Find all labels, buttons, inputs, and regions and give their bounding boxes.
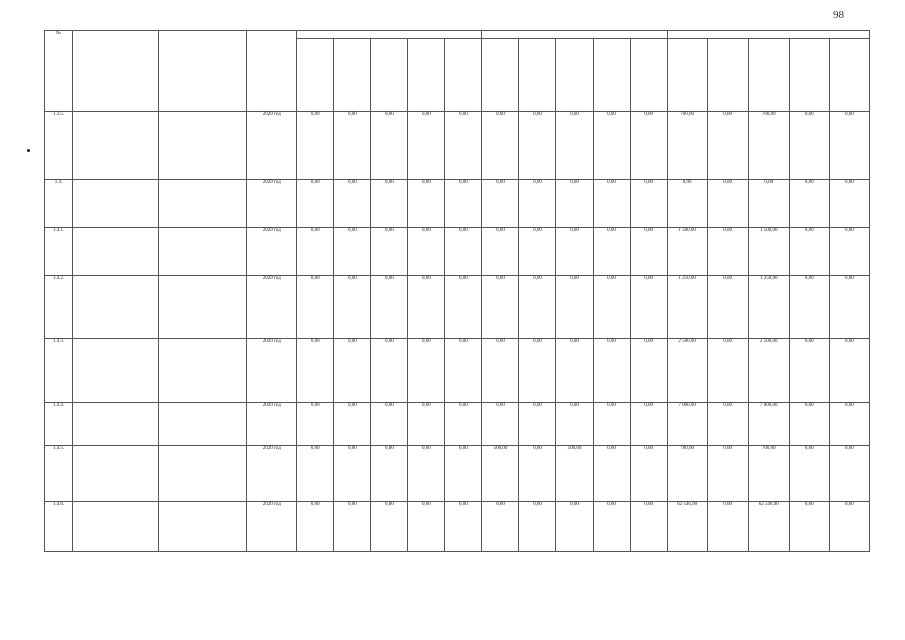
row-activity [73, 446, 159, 502]
value-cell: 0,00 [519, 339, 556, 402]
value-cell: 0,00 [482, 180, 519, 228]
value-cell: 0,00 [334, 180, 371, 228]
value-cell: 62 546,90 [748, 502, 789, 552]
value-cell: 0,00 [630, 502, 667, 552]
value-cell: 0,00 [297, 402, 334, 446]
value-cell: 0,00 [445, 275, 482, 338]
value-cell: 0,00 [334, 275, 371, 338]
value-cell: 0,00 [707, 402, 748, 446]
value-cell: 0,00 [593, 180, 630, 228]
value-cell: 0,00 [829, 180, 869, 228]
value-cell: 0,00 [445, 446, 482, 502]
table-row [45, 402, 870, 446]
value-cell: 0,00 [829, 446, 869, 502]
value-cell: 0,00 [297, 446, 334, 502]
value-cell: 0,00 [445, 339, 482, 402]
row-code: 1.4.2. [45, 275, 73, 338]
value-cell: 0,00 [789, 112, 829, 180]
value-cell: 0,00 [829, 402, 869, 446]
row-year: 2020 год [247, 446, 297, 502]
value-cell: 700,00 [748, 112, 789, 180]
value-cell: 0,00 [445, 228, 482, 276]
value-cell: 0,00 [630, 446, 667, 502]
value-cell: 1 500,00 [748, 228, 789, 276]
row-year: 2020 год [247, 339, 297, 402]
value-cell: 700,00 [748, 446, 789, 502]
row-executor [159, 112, 247, 180]
row-executor [159, 339, 247, 402]
sub-col [408, 39, 445, 112]
table-row [45, 180, 870, 228]
value-cell: 0,00 [556, 339, 593, 402]
value-cell: 7 000,00 [748, 402, 789, 446]
table-row [45, 228, 870, 276]
value-cell: 0,00 [707, 180, 748, 228]
value-cell: 0,00 [482, 228, 519, 276]
value-cell: 0,00 [371, 180, 408, 228]
col-group-2017 [482, 31, 667, 39]
sub-col [593, 39, 630, 112]
value-cell: 0,00 [519, 446, 556, 502]
value-cell: 0,00 [630, 275, 667, 338]
value-cell: 2 500,00 [748, 339, 789, 402]
value-cell: 0,00 [789, 339, 829, 402]
value-cell: 0,00 [519, 502, 556, 552]
row-code: 1.3.5. [45, 112, 73, 180]
row-activity [73, 228, 159, 276]
sub-col [667, 39, 707, 112]
value-cell: 0,00 [556, 402, 593, 446]
row-year: 2020 год [247, 180, 297, 228]
value-cell: 0,00 [371, 275, 408, 338]
value-cell: 0,00 [707, 112, 748, 180]
value-cell: 0,00 [829, 275, 869, 338]
scan-mark [27, 149, 30, 152]
row-year: 2020 год [247, 502, 297, 552]
value-cell: 1 500,00 [667, 228, 707, 276]
value-cell: 0,00 [748, 180, 789, 228]
value-cell: 0,00 [297, 275, 334, 338]
value-cell: 0,00 [334, 228, 371, 276]
value-cell: 0,00 [829, 502, 869, 552]
value-cell: 0,00 [408, 275, 445, 338]
row-activity [73, 112, 159, 180]
row-year: 2020 год [247, 228, 297, 276]
value-cell: 0,00 [445, 402, 482, 446]
value-cell: 0,00 [667, 180, 707, 228]
value-cell: 0,00 [829, 228, 869, 276]
value-cell: 0,00 [482, 112, 519, 180]
value-cell: 0,00 [519, 228, 556, 276]
row-code: 1.4.1. [45, 228, 73, 276]
value-cell: 500,00 [482, 446, 519, 502]
sub-col [707, 39, 748, 112]
sub-col [748, 39, 789, 112]
value-cell: 0,00 [630, 339, 667, 402]
value-cell: 0,00 [445, 180, 482, 228]
value-cell: 0,00 [829, 339, 869, 402]
value-cell: 0,00 [408, 228, 445, 276]
value-cell: 0,00 [556, 112, 593, 180]
value-cell: 0,00 [789, 228, 829, 276]
value-cell: 0,00 [519, 402, 556, 446]
value-cell: 0,00 [445, 502, 482, 552]
sub-col [829, 39, 869, 112]
value-cell: 0,00 [789, 446, 829, 502]
value-cell: 0,00 [408, 402, 445, 446]
row-executor [159, 446, 247, 502]
value-cell: 0,00 [297, 112, 334, 180]
row-executor [159, 402, 247, 446]
value-cell: 0,00 [789, 275, 829, 338]
value-cell: 0,00 [482, 339, 519, 402]
col-group-2018 [667, 31, 869, 39]
value-cell: 0,00 [593, 446, 630, 502]
value-cell: 700,00 [667, 112, 707, 180]
value-cell: 0,00 [519, 275, 556, 338]
value-cell: 0,00 [630, 112, 667, 180]
table-row [45, 112, 870, 180]
sub-col [445, 39, 482, 112]
row-executor [159, 275, 247, 338]
row-year: 2020 год [247, 112, 297, 180]
value-cell: 0,00 [593, 402, 630, 446]
sub-col [630, 39, 667, 112]
col-row-number: № [45, 31, 73, 112]
value-cell: 0,00 [593, 502, 630, 552]
row-activity [73, 275, 159, 338]
value-cell: 0,00 [707, 446, 748, 502]
col-activity [73, 31, 159, 112]
col-executor [159, 31, 247, 112]
value-cell: 0,00 [789, 402, 829, 446]
value-cell: 0,00 [408, 502, 445, 552]
row-code: 1.4. [45, 180, 73, 228]
value-cell: 0,00 [593, 339, 630, 402]
col-group-2016 [297, 31, 482, 39]
value-cell: 0,00 [593, 112, 630, 180]
table-row [45, 446, 870, 502]
row-year: 2020 год [247, 402, 297, 446]
value-cell: 0,00 [707, 275, 748, 338]
value-cell: 0,00 [408, 446, 445, 502]
value-cell: 7 000,00 [667, 402, 707, 446]
value-cell: 0,00 [371, 112, 408, 180]
value-cell: 0,00 [334, 402, 371, 446]
sub-col [556, 39, 593, 112]
sub-col [371, 39, 408, 112]
row-code: 1.4.3. [45, 339, 73, 402]
page-number: 98 [833, 9, 844, 21]
value-cell: 0,00 [408, 180, 445, 228]
value-cell: 0,00 [334, 502, 371, 552]
value-cell: 0,00 [630, 402, 667, 446]
value-cell: 0,00 [482, 275, 519, 338]
value-cell: 0,00 [789, 180, 829, 228]
value-cell: 0,00 [630, 228, 667, 276]
header-group-row [45, 31, 870, 39]
value-cell: 0,00 [371, 402, 408, 446]
value-cell: 0,00 [371, 339, 408, 402]
value-cell: 0,00 [297, 228, 334, 276]
row-year: 2020 год [247, 275, 297, 338]
value-cell: 0,00 [593, 228, 630, 276]
value-cell: 0,00 [297, 339, 334, 402]
value-cell: 0,00 [482, 502, 519, 552]
value-cell: 0,00 [707, 339, 748, 402]
value-cell: 0,00 [556, 502, 593, 552]
sub-col [334, 39, 371, 112]
value-cell: 0,00 [334, 446, 371, 502]
value-cell: 0,00 [556, 275, 593, 338]
sub-col [297, 39, 334, 112]
value-cell: 1 250,00 [667, 275, 707, 338]
row-executor [159, 502, 247, 552]
value-cell: 500,00 [556, 446, 593, 502]
value-cell: 0,00 [408, 339, 445, 402]
value-cell: 0,00 [707, 502, 748, 552]
value-cell: 0,00 [789, 502, 829, 552]
value-cell: 62 546,90 [667, 502, 707, 552]
value-cell: 0,00 [334, 339, 371, 402]
value-cell: 0,00 [334, 112, 371, 180]
row-activity [73, 502, 159, 552]
row-code: 1.4.5. [45, 446, 73, 502]
value-cell: 1 250,00 [748, 275, 789, 338]
table-body [45, 112, 870, 552]
value-cell: 0,00 [445, 112, 482, 180]
value-cell: 0,00 [371, 228, 408, 276]
sub-col [519, 39, 556, 112]
value-cell: 0,00 [519, 180, 556, 228]
value-cell: 0,00 [556, 180, 593, 228]
value-cell: 0,00 [408, 112, 445, 180]
value-cell: 0,00 [707, 228, 748, 276]
value-cell: 0,00 [371, 446, 408, 502]
table-row [45, 275, 870, 338]
row-activity [73, 402, 159, 446]
row-executor [159, 180, 247, 228]
row-executor [159, 228, 247, 276]
value-cell: 0,00 [630, 180, 667, 228]
table-row [45, 339, 870, 402]
col-deadline [247, 31, 297, 112]
value-cell: 700,00 [667, 446, 707, 502]
row-code: 1.4.6. [45, 502, 73, 552]
value-cell: 0,00 [297, 180, 334, 228]
value-cell: 2 500,00 [667, 339, 707, 402]
row-activity [73, 339, 159, 402]
value-cell: 0,00 [371, 502, 408, 552]
row-code: 1.4.4. [45, 402, 73, 446]
value-cell: 0,00 [297, 502, 334, 552]
table-row [45, 502, 870, 552]
value-cell: 0,00 [519, 112, 556, 180]
value-cell: 0,00 [556, 228, 593, 276]
row-activity [73, 180, 159, 228]
sub-col [482, 39, 519, 112]
value-cell: 0,00 [482, 402, 519, 446]
budget-table [44, 30, 870, 552]
value-cell: 0,00 [829, 112, 869, 180]
sub-col [789, 39, 829, 112]
value-cell: 0,00 [593, 275, 630, 338]
